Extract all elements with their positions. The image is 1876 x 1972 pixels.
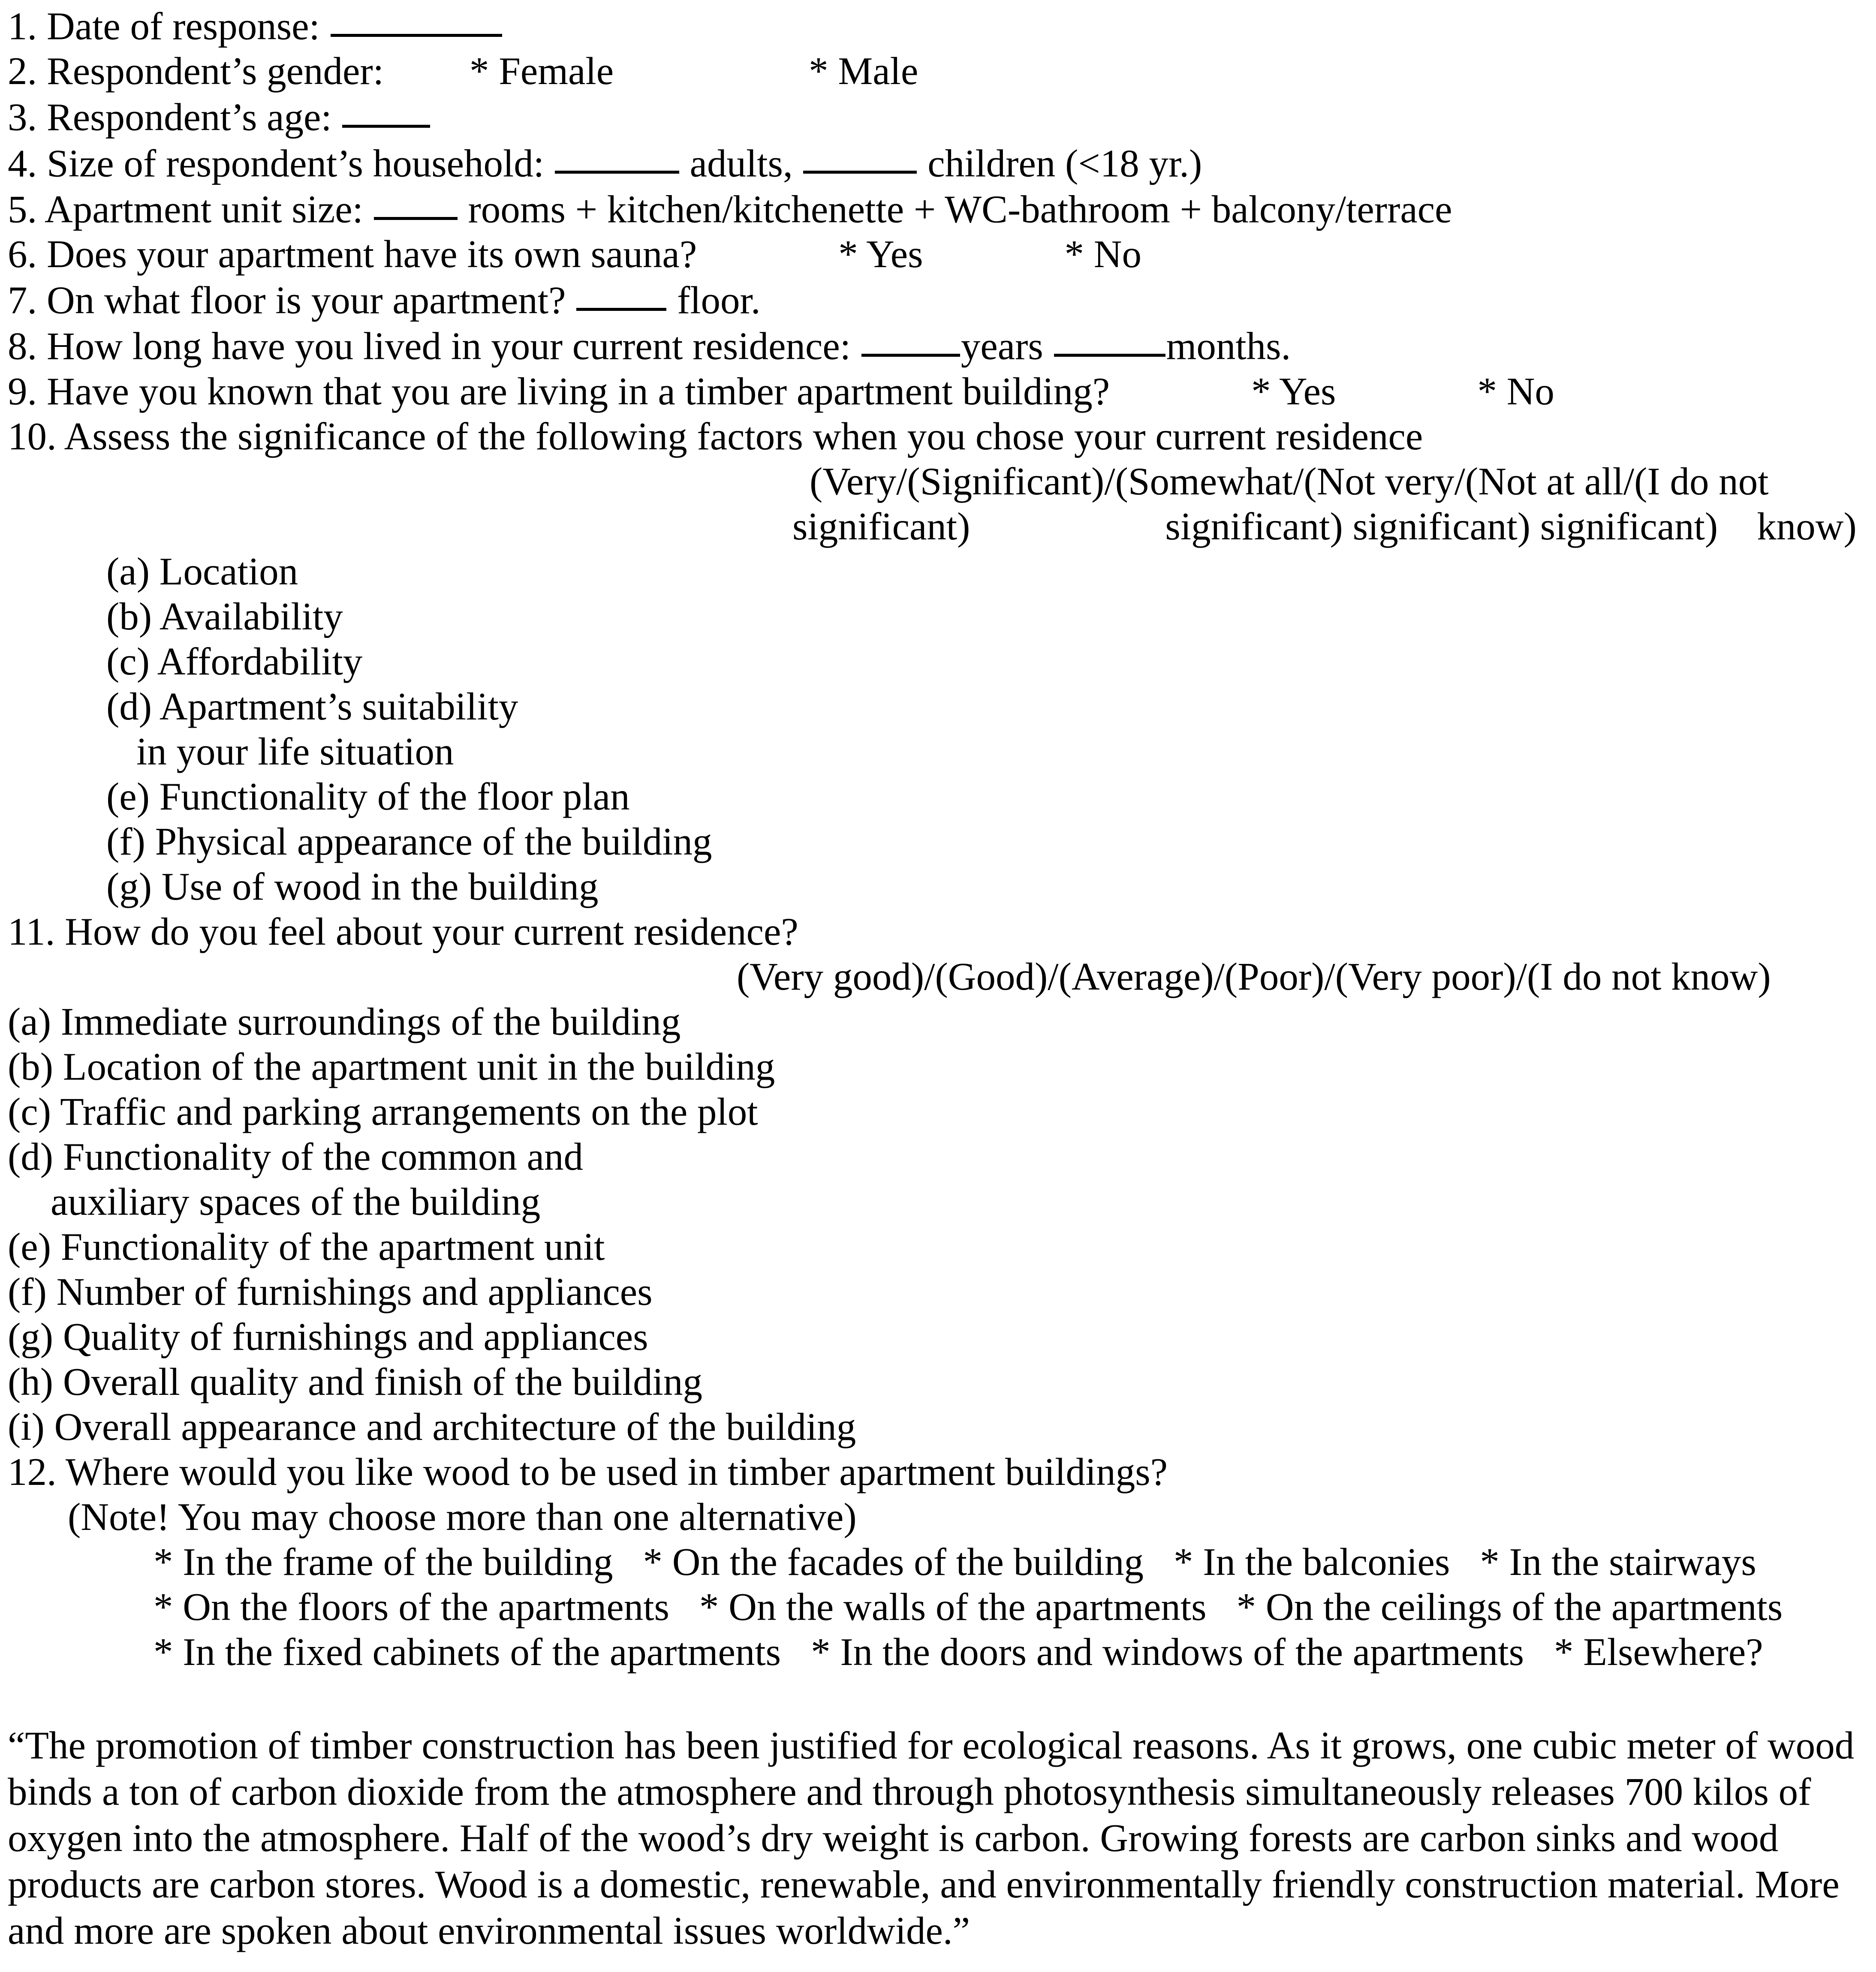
question-10-number: 10. [8,414,57,458]
question-10-row [8,414,1869,459]
q12-option-stairways[interactable]: * In the stairways [1480,1540,1756,1584]
question-12-note: (Note! You may choose more than one alternative) [68,1495,857,1538]
question-3-text: Respondent’s age: [47,95,332,139]
question-12-text: Where would you like wood to be used in timber apartment buildings? [65,1450,1168,1493]
apartment-floor-blank[interactable] [576,277,666,311]
question-5-text: Apartment unit size: [44,187,363,231]
question-11-number: 11. [8,909,55,953]
question-8-text: How long have you lived in your current residence: [47,324,851,368]
question-11-item-c[interactable]: (c) Traffic and parking arrangements on the plot [8,1090,758,1133]
question-10-scale-line-1: (Very/(Significant)/(Somewhat/(Not very/(Not at all/(I do not [810,459,1769,503]
question-6-text: Does your apartment have its own sauna? [47,232,697,276]
household-adults-label: adults, [690,141,793,185]
q12-option-walls[interactable]: * On the walls of the apartments [699,1585,1207,1629]
question-10-item-b[interactable]: (b) Availability [106,594,343,638]
question-12-option-row-2 [8,1584,1869,1629]
question-12-option-row-1 [8,1539,1869,1584]
question-11-scale-line: (Very good)/(Good)/(Average)/(Poor)/(Very poor)/(I do not know) [737,954,1771,998]
closing-quote-text: “The promotion of timber construction has been justified for ecological reasons. As it grows, one cubic meter of wood binds a ton of carbon dioxide from the atmosphere and through photosynthesis simultaneously releases 700 kilos of oxygen into the atmosphere. Half of the wood’s dry weight is carbon. Growing forests are carbon sinks and wood products are carbon stores. Wood is a domestic, renewable, and environmentally friendly construction material. More and more are spoken about environmental issues worldwide.” [8,1723,1855,1952]
question-8-row [8,322,1869,368]
question-9-text: Have you known that you are living in a timber apartment building? [47,369,1110,413]
question-5-row [8,186,1869,232]
household-children-label: children (<18 yr.) [927,141,1202,185]
question-10-item-a[interactable]: (a) Location [106,549,298,593]
question-10-item-d-continued: in your life situation [136,729,454,773]
question-11-item-d-continued: auxiliary spaces of the building [51,1180,541,1223]
question-11-text: How do you feel about your current residence? [65,909,798,953]
q12-option-elsewhere[interactable]: * Elsewhere? [1554,1630,1763,1674]
question-10-item-f[interactable]: (f) Physical appearance of the building [106,819,712,863]
question-12-row [8,1449,1869,1494]
floor-label: floor. [677,278,761,322]
question-11-item-f[interactable]: (f) Number of furnishings and appliances [8,1270,653,1313]
sauna-option-no[interactable]: * No [1064,232,1141,276]
question-6-row [8,232,1869,277]
question-1-text: Date of response: [47,4,320,48]
sauna-option-yes[interactable]: * Yes [838,232,923,276]
question-4-text: Size of respondent’s household: [47,141,545,185]
question-10-text: Assess the significance of the following factors when you chose your current residence [64,414,1423,458]
question-10-item-c[interactable]: (c) Affordability [106,639,363,683]
question-4-number: 4. [8,141,37,185]
question-8-number: 8. [8,324,37,368]
question-7-row [8,277,1869,322]
respondent-age-blank[interactable] [342,93,430,128]
residence-years-label: years [961,324,1043,368]
gender-option-female[interactable]: * Female [470,49,614,93]
gender-option-male[interactable]: * Male [809,49,918,93]
question-9-number: 9. [8,369,37,413]
question-11-item-h[interactable]: (h) Overall quality and finish of the building [8,1360,702,1403]
date-of-response-blank[interactable] [331,3,502,37]
question-9-row [8,369,1869,414]
closing-quote-block [8,1722,1869,1954]
question-3-row [8,93,1869,139]
question-7-number: 7. [8,278,37,322]
question-10-item-d[interactable]: (d) Apartment’s suitability [106,684,518,728]
household-adults-blank[interactable] [555,140,679,174]
timber-known-option-no[interactable]: * No [1477,369,1554,413]
question-6-number: 6. [8,232,37,276]
questionnaire-body [8,3,1869,1954]
question-1-number: 1. [8,4,37,48]
question-10-item-g[interactable]: (g) Use of wood in the building [106,864,599,908]
question-11-item-i[interactable]: (i) Overall appearance and architecture of the building [8,1405,856,1448]
q12-option-fixed-cabinets[interactable]: * In the fixed cabinets of the apartments [154,1630,781,1674]
residence-months-label: months. [1166,324,1291,368]
question-10-item-e[interactable]: (e) Functionality of the floor plan [106,774,630,818]
question-11-item-b[interactable]: (b) Location of the apartment unit in the building [8,1045,775,1088]
question-5-number: 5. [8,187,37,231]
question-1-row [8,3,1869,48]
question-11-item-e[interactable]: (e) Functionality of the apartment unit [8,1225,605,1268]
timber-known-option-yes[interactable]: * Yes [1251,369,1336,413]
q12-option-floors[interactable]: * On the floors of the apartments [154,1585,669,1629]
household-children-blank[interactable] [803,140,917,174]
q12-option-balconies[interactable]: * In the balconies [1173,1540,1450,1584]
question-2-text: Respondent’s gender: [47,49,384,93]
question-11-item-g[interactable]: (g) Quality of furnishings and appliances [8,1315,648,1358]
q12-option-frame[interactable]: * In the frame of the building [154,1540,613,1584]
residence-years-blank[interactable] [861,322,960,357]
apartment-unit-size-detail: rooms + kitchen/kitchenette + WC-bathroom + balcony/terrace [468,187,1452,231]
residence-months-blank[interactable] [1054,322,1165,357]
q12-option-doors-windows[interactable]: * In the doors and windows of the apartments [811,1630,1524,1674]
question-7-text: On what floor is your apartment? [47,278,566,322]
question-11-item-d[interactable]: (d) Functionality of the common and [8,1135,583,1178]
question-4-row [8,140,1869,186]
question-12-number: 12. [8,1450,57,1493]
question-12-option-row-3 [8,1629,1869,1674]
question-11-row [8,909,1869,954]
question-10-scale-line-2: significant) significant) significant) significant) know) [792,504,1857,548]
question-2-row [8,48,1869,93]
question-11-item-a[interactable]: (a) Immediate surroundings of the building [8,1000,681,1043]
q12-option-facades[interactable]: * On the facades of the building [643,1540,1144,1584]
q12-option-ceilings[interactable]: * On the ceilings of the apartments [1236,1585,1783,1629]
question-3-number: 3. [8,95,37,139]
apartment-rooms-blank[interactable] [374,186,458,220]
question-2-number: 2. [8,49,37,93]
